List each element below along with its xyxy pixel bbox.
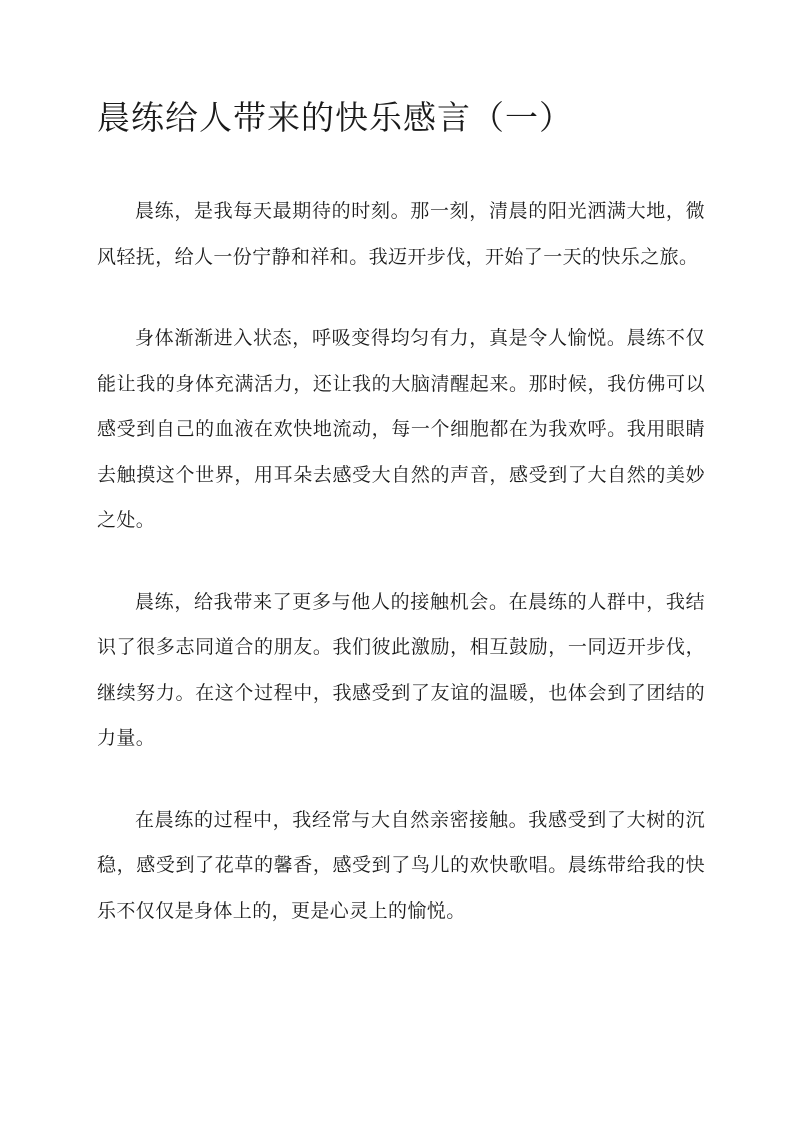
- document-title: 晨练给人带来的快乐感言（一）: [97, 98, 573, 137]
- paragraph-1: 晨练，是我每天最期待的时刻。那一刻，清晨的阳光洒满大地，微风轻抚，给人一份宁静和祥和。我迈开步伐，开始了一天的快乐之旅。: [97, 200, 705, 268]
- document-body: [97, 189, 705, 970]
- paragraph-3: 晨练，给我带来了更多与他人的接触机会。在晨练的人群中，我结识了很多志同道合的朋友。我们彼此激励，相互鼓励，一同迈开步伐，继续努力。在这个过程中，我感受到了友谊的温暖，也体会到了团结的力量。: [97, 590, 705, 749]
- paragraph-4: 在晨练的过程中，我经常与大自然亲密接触。我感受到了大树的沉稳，感受到了花草的馨香，感受到了鸟儿的欢快歌唱。晨练带给我的快乐不仅仅是身体上的，更是心灵上的愉悦。: [97, 808, 705, 922]
- paragraph-2: 身体渐渐进入状态，呼吸变得均匀有力，真是令人愉悦。晨练不仅能让我的身体充满活力，还让我的大脑清醒起来。那时候，我仿佛可以感受到自己的血液在欢快地流动，每一个细胞都在为我欢呼。我用眼睛去触摸这个世界，用耳朵去感受大自然的声音，感受到了大自然的美妙之处。: [97, 327, 705, 531]
